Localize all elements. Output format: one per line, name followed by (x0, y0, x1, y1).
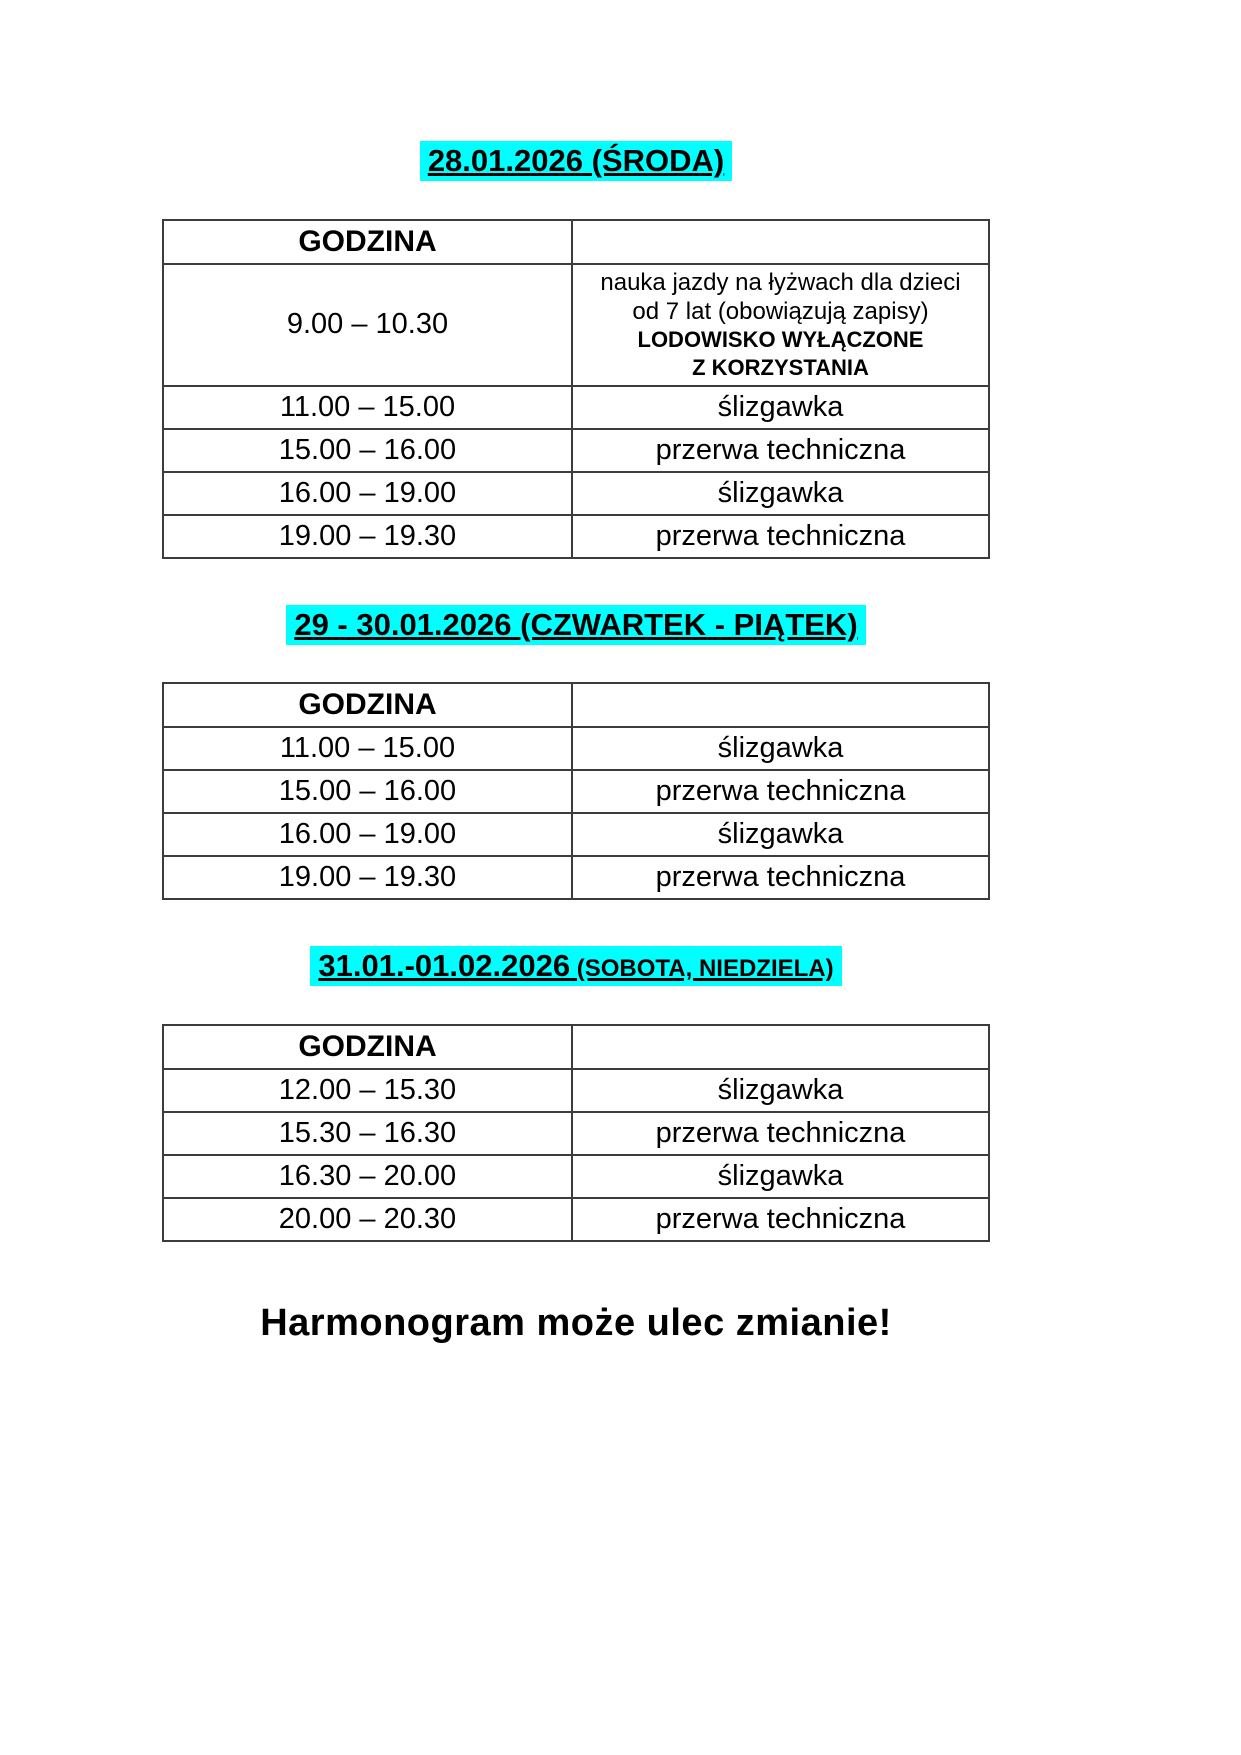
document-content (162, 0, 990, 1345)
section-title-highlight: 29 - 30.01.2026 (CZWARTEK - PIĄTEK) (286, 605, 865, 645)
table-row (163, 1198, 989, 1241)
note-line: nauka jazdy na łyżwach dla dzieci (600, 268, 961, 296)
section-title-row (162, 948, 990, 984)
activity-cell: przerwa techniczna (572, 1198, 989, 1241)
time-cell: 15.00 – 16.00 (163, 429, 572, 472)
time-cell: 12.00 – 15.30 (163, 1069, 572, 1112)
section-title-date: 31.01.-01.02.2026 (318, 948, 571, 984)
column-header-godzina: GODZINA (163, 220, 572, 264)
time-cell: 19.00 – 19.30 (163, 515, 572, 558)
schedule-section-weekend (162, 948, 990, 1242)
note-line: od 7 lat (obowiązują zapisy) (632, 297, 929, 325)
table-row (163, 429, 989, 472)
column-header-empty (572, 220, 989, 264)
schedule-section-thursday-friday (162, 607, 990, 901)
table-row (163, 727, 989, 770)
activity-cell: ślizgawka (572, 472, 989, 515)
activity-cell: przerwa techniczna (572, 856, 989, 899)
column-header-godzina: GODZINA (163, 683, 572, 727)
time-cell: 15.30 – 16.30 (163, 1112, 572, 1155)
table-row (163, 813, 989, 856)
time-cell: 19.00 – 19.30 (163, 856, 572, 899)
time-cell: 16.00 – 19.00 (163, 472, 572, 515)
table-row (163, 1155, 989, 1198)
table-row (163, 770, 989, 813)
schedule-table-wednesday (162, 219, 990, 559)
activity-cell: ślizgawka (572, 386, 989, 429)
note-line-bold: Z KORZYSTANIA (692, 354, 869, 380)
column-header-empty (572, 1025, 989, 1069)
activity-note-cell (572, 264, 989, 386)
activity-cell: przerwa techniczna (572, 429, 989, 472)
section-title-row (162, 143, 990, 179)
table-row (163, 515, 989, 558)
table-row (163, 386, 989, 429)
table-row (163, 1069, 989, 1112)
table-row (163, 856, 989, 899)
time-cell: 16.30 – 20.00 (163, 1155, 572, 1198)
table-row (163, 1112, 989, 1155)
table-row (163, 472, 989, 515)
schedule-table-thursday-friday (162, 682, 990, 900)
table-row (163, 264, 989, 386)
schedule-section-wednesday (162, 143, 990, 559)
time-cell: 11.00 – 15.00 (163, 386, 572, 429)
schedule-change-disclaimer: Harmonogram może ulec zmianie! (260, 1301, 892, 1344)
time-cell: 15.00 – 16.00 (163, 770, 572, 813)
activity-cell: przerwa techniczna (572, 515, 989, 558)
section-title-days: (SOBOTA, NIEDZIELA) (570, 955, 834, 983)
activity-cell: przerwa techniczna (572, 1112, 989, 1155)
table-header-row (163, 683, 989, 727)
time-cell: 16.00 – 19.00 (163, 813, 572, 856)
activity-cell: ślizgawka (572, 1155, 989, 1198)
table-header-row (163, 220, 989, 264)
activity-cell: ślizgawka (572, 1069, 989, 1112)
column-header-empty (572, 683, 989, 727)
column-header-godzina: GODZINA (163, 1025, 572, 1069)
time-cell: 11.00 – 15.00 (163, 727, 572, 770)
time-cell: 9.00 – 10.30 (163, 264, 572, 386)
section-title-highlight: 28.01.2026 (ŚRODA) (420, 141, 732, 181)
section-title-row (162, 607, 990, 643)
note-line-bold: LODOWISKO WYŁĄCZONE (637, 326, 924, 352)
table-header-row (163, 1025, 989, 1069)
schedule-table-weekend (162, 1024, 990, 1242)
section-title-highlight (310, 946, 841, 986)
time-cell: 20.00 – 20.30 (163, 1198, 572, 1241)
activity-cell: przerwa techniczna (572, 770, 989, 813)
activity-cell: ślizgawka (572, 813, 989, 856)
activity-cell: ślizgawka (572, 727, 989, 770)
